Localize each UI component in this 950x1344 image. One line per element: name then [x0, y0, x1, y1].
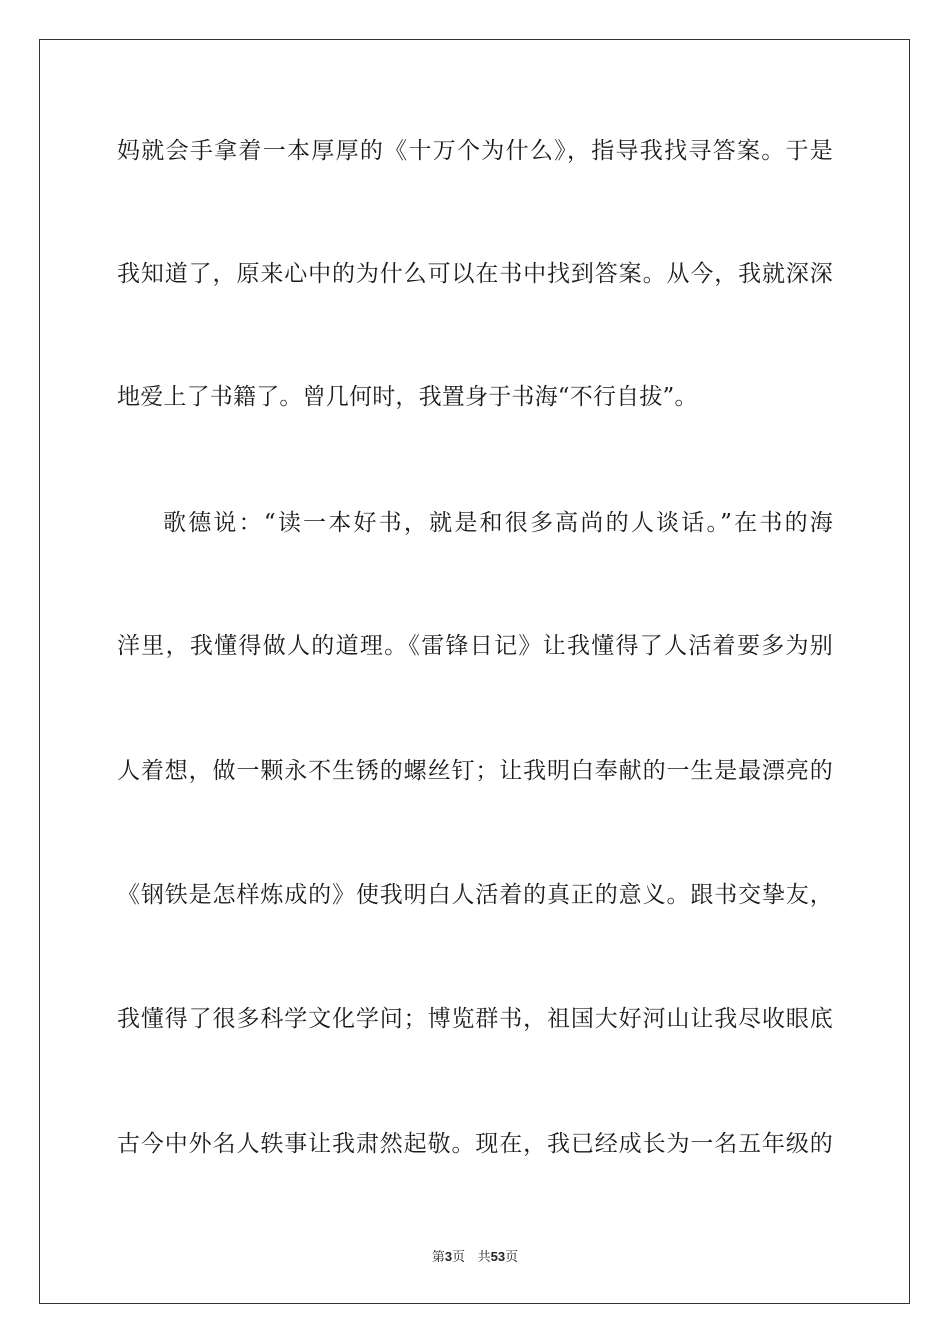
- page-footer: [0, 1248, 950, 1267]
- text-line: 妈就会手拿着一本厚厚的《十万个为什么》，指导我找寻答案。于是: [117, 138, 833, 164]
- total-pages-number: 53: [490, 1249, 506, 1264]
- text-line: 我懂得了很多科学文化学问；博览群书，祖国大好河山让我尽收眼底: [117, 1006, 833, 1032]
- current-page-number: 3: [444, 1249, 453, 1264]
- text-line: 地爱上了书籍了。曾几何时，我置身于书海“不行自拔”。: [117, 384, 698, 410]
- text-line: 人着想，做一颗永不生锈的螺丝钉；让我明白奉献的一生是最漂亮的: [117, 758, 833, 784]
- total-suffix: 页: [505, 1250, 519, 1265]
- page-suffix: 页: [452, 1250, 466, 1265]
- page-prefix: 第: [431, 1250, 445, 1265]
- page-border: [39, 39, 910, 1304]
- total-prefix: 共: [477, 1250, 491, 1265]
- text-line: 洋里，我懂得做人的道理。《雷锋日记》让我懂得了人活着要多为别: [117, 633, 833, 659]
- text-line: 古今中外名人轶事让我肃然起敬。现在，我已经成长为一名五年级的: [117, 1131, 833, 1157]
- text-line: 我知道了，原来心中的为什么可以在书中找到答案。从今，我就深深: [117, 261, 833, 287]
- text-line: 歌德说：“读一本好书，就是和很多高尚的人谈话。”在书的海: [163, 510, 833, 536]
- text-line: 《钢铁是怎样炼成的》使我明白人活着的真正的意义。跟书交挚友，: [117, 882, 833, 908]
